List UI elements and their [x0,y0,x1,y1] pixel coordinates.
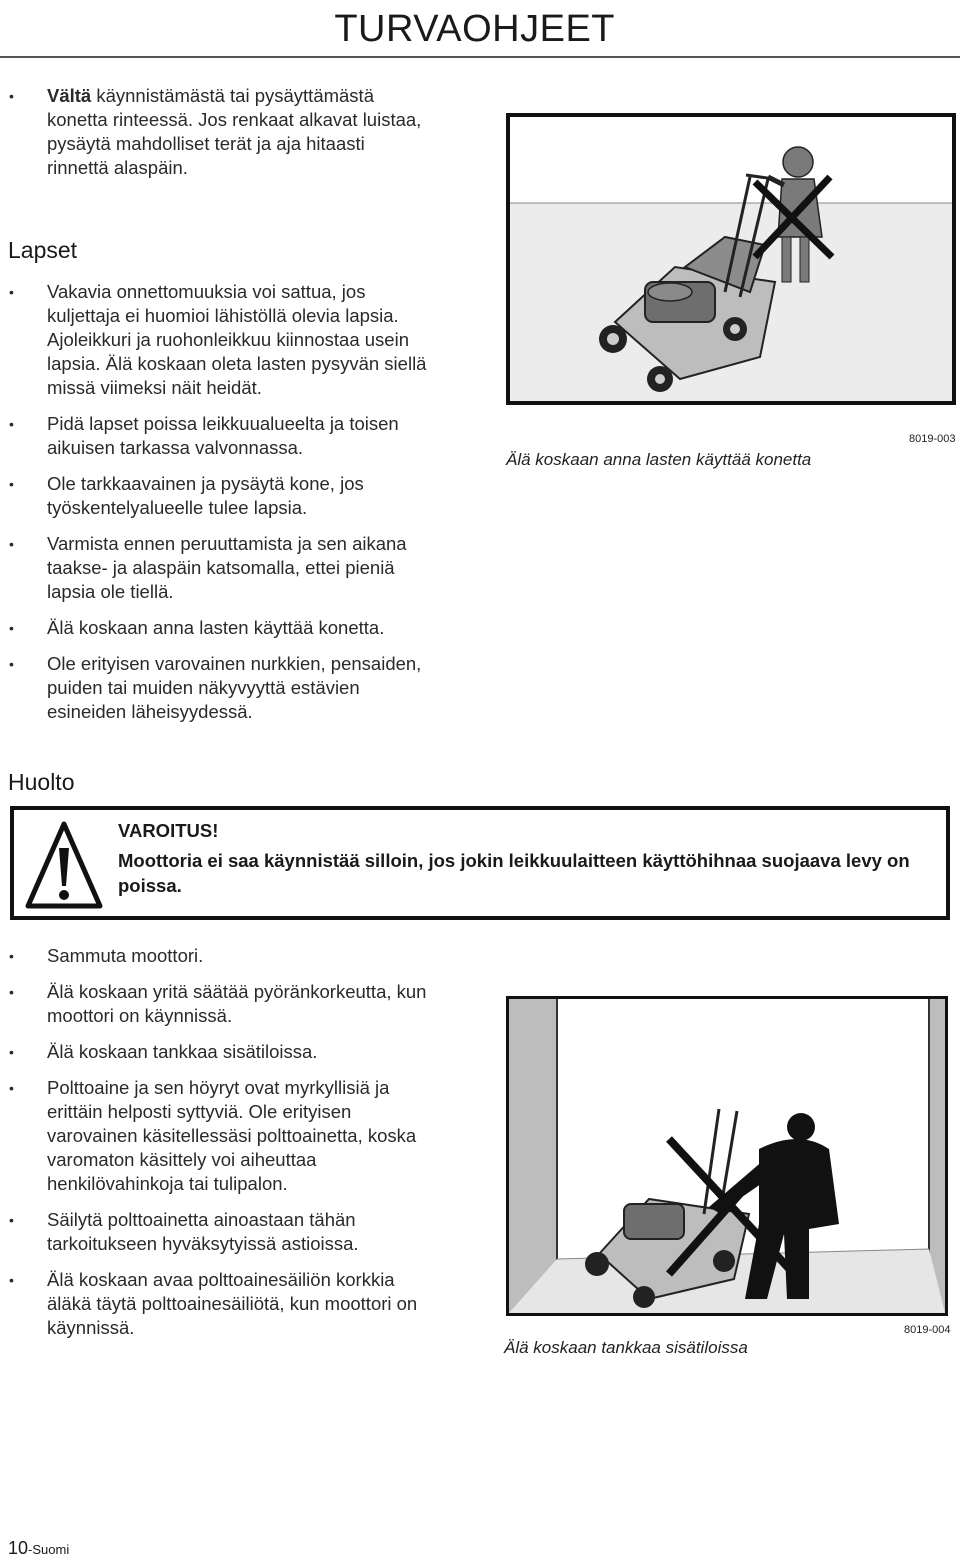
huolto-section [0,944,430,1352]
figure-refuel-indoors [506,996,948,1316]
figure-caption-child: Älä koskaan anna lasten käyttää konetta [506,450,812,469]
list-item: • Älä koskaan yritä säätää pyöränkorkeutta, kun moottori on käynnissä. [0,980,430,1028]
list-item: • Sammuta moottori. [0,944,430,968]
refuel-indoors-illustration [509,999,945,1313]
figure-code-refuel: 8019-004 [904,1324,951,1336]
list-item: • Polttoaine ja sen höyryt ovat myrkyllisiä ja erittäin helposti syttyviä. Ole erityisen varovainen käsitellessäsi polttoainetta, koska varomaton käsittely voi aiheuttaa henkilövahinkoja tai tulipalon. [0,1076,430,1196]
intro-list [0,84,430,180]
section-heading-huolto: Huolto [8,769,75,795]
huolto-list [0,944,430,1340]
child-mower-illustration [510,117,952,401]
figure-child-mower [506,113,956,405]
list-item: • Varmista ennen peruuttamista ja sen aikana taakse- ja alaspäin katsomalla, ettei pieniä lapsia ole tiellä. [0,532,430,604]
list-item [0,84,430,180]
warning-triangle-icon [24,818,104,912]
figure-caption-refuel: Älä koskaan tankkaa sisätiloissa [504,1338,748,1357]
list-item: • Säilytä polttoainetta ainoastaan tähän tarkoitukseen hyväksytyissä astioissa. [0,1208,430,1256]
page-title: TURVAOHJEET [334,8,615,50]
list-item: • Älä koskaan anna lasten käyttää konetta. [0,616,430,640]
lapset-list [0,280,430,724]
warning-title: VAROITUS! [118,820,219,841]
page-footer [8,1538,69,1559]
list-item: • Älä koskaan avaa polttoainesäiliön korkkia äläkä täytä polttoainesäiliötä, kun moottori on käynnissä. [0,1268,430,1340]
list-item: • Älä koskaan tankkaa sisätiloissa. [0,1040,430,1064]
list-item: • Ole tarkkaavainen ja pysäytä kone, jos työskentelyalueelle tulee lapsia. [0,472,430,520]
lapset-section [0,280,430,736]
warning-text: Moottoria ei saa käynnistää silloin, jos jokin leikkuulaitteen käyttöhihnaa suojaava levy on poissa. [118,850,910,896]
header-rule [0,56,960,58]
list-item: • Ole erityisen varovainen nurkkien, pensaiden, puiden tai muiden näkyvyyttä estävien esineiden läheisyydessä. [0,652,430,724]
figure-code-child: 8019-003 [909,433,956,445]
page-number: 10 [8,1538,29,1558]
section-heading-lapset: Lapset [8,237,78,263]
warning-box [10,806,950,920]
intro-bold-lead: Vältä [47,85,92,106]
list-item: • Pidä lapset poissa leikkuualueelta ja toisen aikuisen tarkassa valvonnassa. [0,412,430,460]
intro-text: käynnistämästä tai pysäyttämästä konetta rinteessä. Jos renkaat alkavat luistaa, pysäytä mahdolliset terät ja aja hitaasti rinnettä alaspäin. [47,85,422,178]
intro-section [0,84,430,192]
list-item: • Vakavia onnettomuuksia voi sattua, jos kuljettaja ei huomioi lähistöllä olevia lapsia. Ajoleikkuri ja ruohonleikkuu kiinnostaa usein lapsia. Älä koskaan oleta lasten pysyvän siellä missä viimeksi näit heidät. [0,280,430,400]
footer-language: -Suomi [28,1542,70,1557]
